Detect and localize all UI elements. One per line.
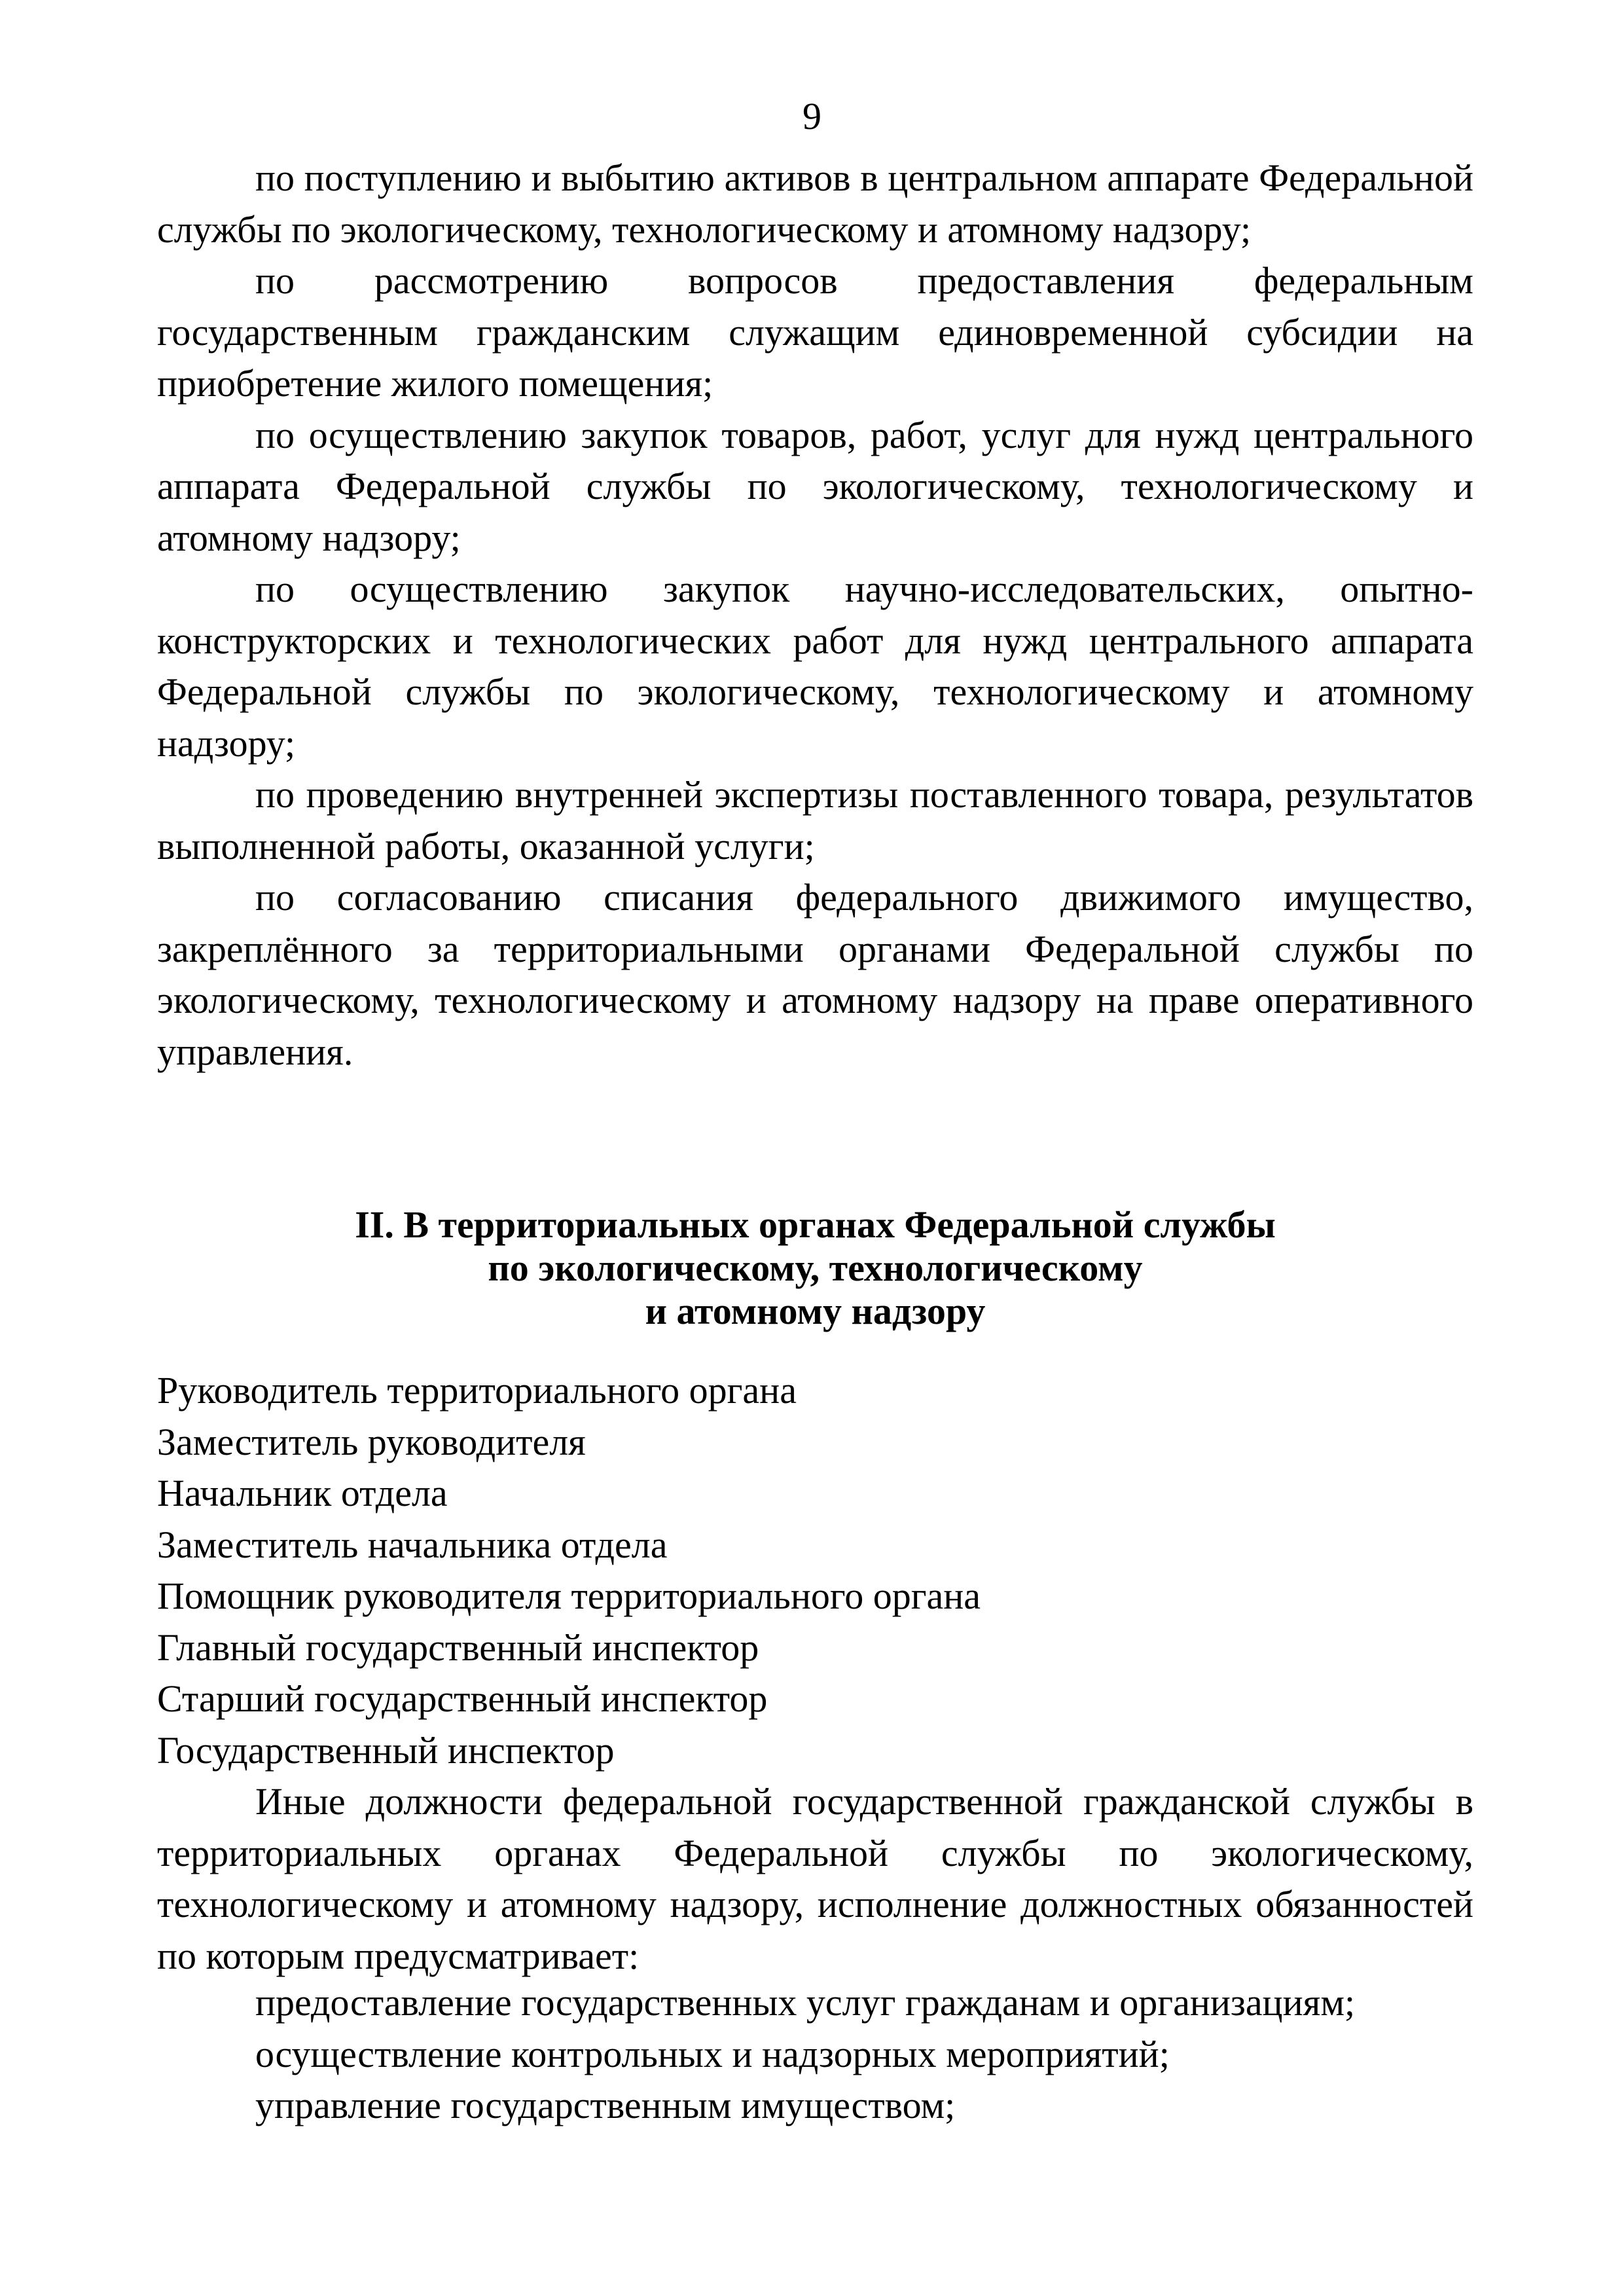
list-item: предоставление государственных услуг гражданам и организациям; [255, 1981, 1356, 2024]
paragraph-housing-subsidy: по рассмотрению вопросов предоставления федеральным государственным гражданским служащим единовременной субсидии на приобретение жилого помещения; [157, 259, 1473, 405]
paragraph-expertise: по проведению внутренней экспертизы поставленного товара, результатов выполненной работы, оказанной услуги; [157, 773, 1473, 867]
page-number: 9 [803, 95, 821, 137]
list-item: Государственный инспектор [157, 1728, 615, 1772]
paragraph-other-positions: Иные должности федеральной государственной гражданской службы в территориальных органах Федеральной службы по экологическому, технологическому и атомному надзору, исполнение должностных обязанностей по которым предусматривает: [157, 1780, 1473, 1977]
list-item: Заместитель руководителя [157, 1420, 586, 1463]
list-item: управление государственным имуществом; [255, 2084, 956, 2126]
list-item: Начальник отдела [157, 1472, 448, 1514]
section-heading [157, 1203, 1473, 1333]
paragraph-assets: по поступлению и выбытию активов в центральном аппарате Федеральной службы по экологическому, технологическому и атомному надзору; [157, 156, 1473, 251]
paragraph-write-off: по согласованию списания федерального движимого имущество, закреплённого за территориальными органами Федеральной службы по экологическому, технологическому и атомному надзору на праве оперативного управления. [157, 876, 1473, 1073]
top-paragraphs [157, 153, 1473, 1078]
list-item: Главный государственный инспектор [157, 1626, 759, 1669]
paragraph-procurement-goods: по осуществлению закупок товаров, работ, услуг для нужд центрального аппарата Федеральной службы по экологическому, технологическому и атомному надзору; [157, 413, 1473, 559]
positions-list [157, 1365, 981, 1776]
list-item: Заместитель начальника отдела [157, 1523, 668, 1566]
paragraph-procurement-research: по осуществлению закупок научно-исследовательских, опытно-конструкторских и технологических работ для нужд центрального аппарата Федеральной службы по экологическому, технологическому и атомному надзору; [157, 568, 1473, 765]
list-item: Старший государственный инспектор [157, 1677, 768, 1720]
duties-list [255, 1977, 1355, 2132]
list-item: Помощник руководителя территориального органа [157, 1575, 981, 1617]
list-item: осуществление контрольных и надзорных мероприятий; [255, 2032, 1170, 2075]
section-heading-line-2: по экологическому, технологическому [488, 1247, 1143, 1289]
section-heading-line-3: и атомному надзору [645, 1290, 986, 1332]
list-item: Руководитель территориального органа [157, 1369, 797, 1412]
section-heading-line-1: II. В территориальных органах Федеральной службы [355, 1203, 1276, 1246]
other-positions-block [157, 1776, 1473, 1982]
